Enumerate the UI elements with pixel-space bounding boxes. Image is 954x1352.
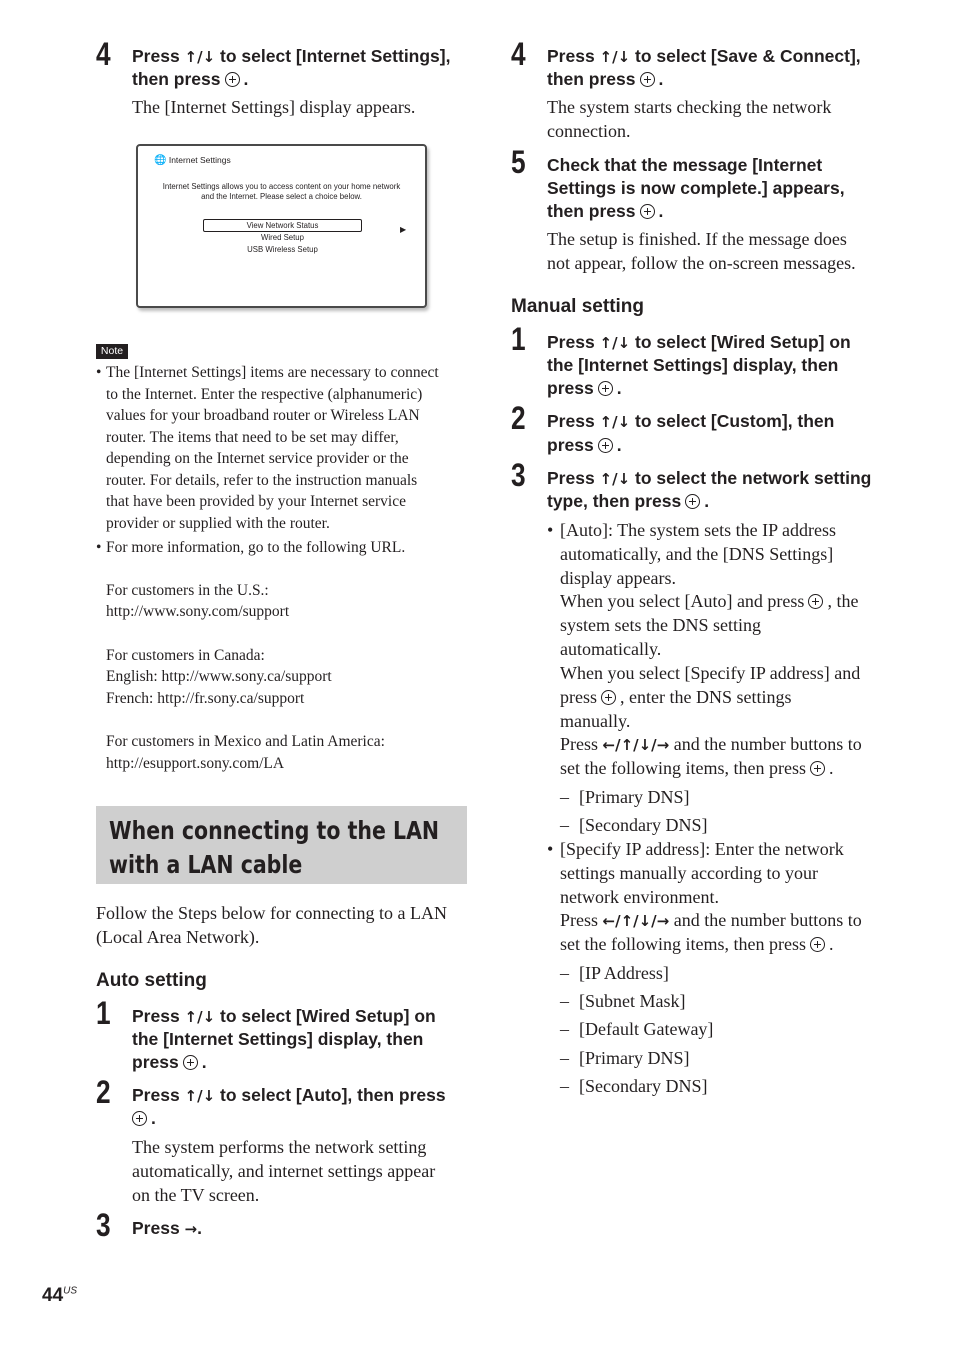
step-instruction: then press . (132, 69, 249, 89)
list-item: [Primary DNS] (579, 787, 690, 807)
dash-mark: – (560, 963, 569, 983)
step-number: 2 (96, 1074, 111, 1110)
enter-button-icon (685, 494, 700, 509)
dash-mark: – (560, 787, 569, 807)
enter-button-icon (598, 381, 613, 396)
step-instruction: Press ↑/↓ to select the network setting (547, 468, 872, 488)
up-down-arrow-icon: ↑/↓ (184, 48, 216, 66)
list-item: [Default Gateway] (579, 1019, 714, 1039)
up-down-arrow-icon: ↑/↓ (599, 413, 631, 431)
section-intro: Follow the Steps below for connecting to a LAN (Local Area Network). (96, 903, 447, 947)
list-item: [Primary DNS] (579, 1048, 690, 1068)
enter-button-icon (132, 1111, 147, 1126)
canada-label: For customers in Canada: (106, 647, 265, 664)
bullet-text: Press ←/↑/↓/→ and the number buttons to (560, 734, 862, 754)
enter-button-icon (640, 204, 655, 219)
step-instruction: Press ↑/↓ to select [Save & Connect], (547, 46, 861, 66)
step-instruction: then press . (547, 201, 664, 221)
bullet-text: [Specify IP address]: Enter the network settings manually according to your network environment. (560, 839, 844, 907)
step-instruction: Press →. (132, 1218, 202, 1238)
page-number: $44^{US}$ (42, 1285, 78, 1306)
step-instruction: Press ↑/↓ to select [Auto], then press (132, 1085, 446, 1105)
step-description: The system starts checking the network connection. (547, 97, 832, 141)
globe-icon: 🌐 (154, 155, 167, 166)
step-instruction: Press ↑/↓ to select [Wired Setup] on (132, 1006, 436, 1026)
enter-button-icon (225, 72, 240, 87)
option-usb-wireless-setup[interactable]: USB Wireless Setup (247, 245, 318, 254)
list-item: [Subnet Mask] (579, 991, 686, 1011)
bullet-text: set the following items, then press . (560, 758, 834, 778)
up-down-arrow-icon: ↑/↓ (599, 470, 631, 488)
bullet-text: Press ←/↑/↓/→ and the number buttons to (560, 910, 862, 930)
step-instruction: press . (547, 378, 622, 398)
enter-button-icon (183, 1055, 198, 1070)
canada-french-link[interactable]: French: http://fr.sony.ca/support (106, 690, 305, 707)
up-down-arrow-icon: ↑/↓ (599, 48, 631, 66)
dash-mark: – (560, 815, 569, 835)
four-way-arrow-icon: ←/↑/↓/→ (602, 912, 670, 930)
step-instruction: then press . (547, 69, 664, 89)
step-number: 1 (511, 321, 526, 357)
option-view-network-status[interactable]: View Network Status (203, 219, 362, 232)
bullet-text: set the following items, then press . (560, 934, 834, 954)
canada-english-link[interactable]: English: http://www.sony.ca/support (106, 668, 332, 685)
bullet-text: When you select [Specify IP address] and (560, 663, 861, 683)
enter-button-icon (810, 761, 825, 776)
latin-america-label: For customers in Mexico and Latin America: (106, 733, 385, 750)
up-down-arrow-icon: ↑/↓ (599, 334, 631, 352)
screen-message: Internet Settings allows you to access content on your home network and the Internet. Please select a choice below. (162, 182, 401, 201)
step-number: 2 (511, 400, 526, 436)
bullet-text: [Auto]: The system sets the IP address automatically, and the [DNS Settings] display appears. (560, 520, 836, 588)
note-line: router. The items that need to be set may differ, (106, 428, 399, 446)
enter-button-icon (808, 594, 823, 609)
screen-title-row (154, 154, 231, 167)
bullet-text: automatically. (560, 639, 662, 659)
step-description: The setup is finished. If the message does not appear, follow the on-screen messages. (547, 229, 856, 273)
step-number: 1 (96, 995, 111, 1031)
note-line: to the Internet. Enter the respective (alphanumeric) (106, 385, 423, 403)
enter-button-icon (601, 690, 616, 705)
manual-setting-heading: Manual setting (511, 296, 645, 317)
step-number: 4 (511, 36, 526, 72)
us-label: For customers in the U.S.: (106, 582, 269, 599)
step-instruction: the [Internet Settings] display, then (547, 355, 839, 375)
step-number: 3 (511, 457, 526, 493)
dash-mark: – (560, 1019, 569, 1039)
note-line: depending on the Internet service provider or the (106, 450, 409, 467)
latin-america-link[interactable]: http://esupport.sony.com/LA (106, 755, 285, 772)
enter-button-icon (810, 937, 825, 952)
note-line: The [Internet Settings] items are necessary to connect (106, 364, 439, 381)
enter-button-icon (640, 72, 655, 87)
screen-title: Internet Settings (168, 155, 231, 165)
step-instruction: the [Internet Settings] display, then (132, 1029, 424, 1049)
step-instruction: press . (132, 1052, 207, 1072)
section-banner (96, 806, 467, 884)
bullet-text: manually. (560, 711, 631, 731)
right-arrow-icon[interactable]: ▶ (400, 225, 407, 234)
step-number: 3 (96, 1207, 111, 1243)
auto-setting-heading: Auto setting (96, 970, 207, 991)
list-item: [Secondary DNS] (579, 815, 708, 835)
list-item: [IP Address] (579, 963, 669, 983)
bullet-text: system sets the DNS setting (560, 615, 761, 635)
bullet-text: press , enter the DNS settings (560, 687, 792, 707)
note-line: router. For details, refer to the instruction manuals (106, 471, 418, 489)
step-number: 4 (96, 36, 111, 72)
bullet-mark: • (96, 539, 102, 556)
right-arrow-icon: → (184, 1220, 198, 1238)
note-line: values for your broadband router or Wireless LAN (106, 407, 420, 424)
section-title: When connecting to the LAN with a LAN cable (109, 816, 440, 879)
dash-mark: – (560, 1048, 569, 1068)
dash-mark: – (560, 991, 569, 1011)
bullet-mark: • (547, 520, 554, 540)
step-instruction: press . (547, 435, 622, 455)
us-url-link[interactable]: http://www.sony.com/support (106, 603, 290, 620)
step-instruction: . (128, 1107, 156, 1130)
four-way-arrow-icon: ←/↑/↓/→ (602, 736, 670, 754)
step-instruction: type, then press . (547, 491, 710, 511)
up-down-arrow-icon: ↑/↓ (184, 1008, 216, 1026)
note-line: that have been provided by your Internet service (106, 493, 406, 510)
step-instruction: Check that the message [Internet (547, 155, 823, 175)
note-line: For more information, go to the following URL. (106, 539, 406, 556)
step-instruction: Press ↑/↓ to select [Custom], then (547, 411, 835, 431)
step-description: The system performs the network setting automatically, and internet settings appear on the TV screen. (132, 1137, 436, 1205)
step-instruction: Press ↑/↓ to select [Wired Setup] on (547, 332, 851, 352)
dash-mark: – (560, 1076, 569, 1096)
step-description: The [Internet Settings] display appears. (132, 97, 416, 117)
option-wired-setup[interactable]: Wired Setup (261, 233, 304, 242)
internet-settings-screen (136, 144, 427, 308)
list-item: [Secondary DNS] (579, 1076, 708, 1096)
up-down-arrow-icon: ↑/↓ (184, 1087, 216, 1105)
note-badge: Note (96, 344, 128, 359)
step-number: 5 (511, 144, 526, 180)
bullet-text: When you select [Auto] and press , the (560, 591, 859, 611)
bullet-mark: • (96, 364, 102, 381)
note-line: provider or supplied with the router. (106, 514, 330, 532)
region-code: US (63, 1285, 78, 1297)
bullet-mark: • (547, 839, 554, 859)
step-instruction: Settings is now complete.] appears, (547, 178, 845, 198)
enter-button-icon (598, 438, 613, 453)
step-instruction: Press ↑/↓ to select [Internet Settings], (132, 46, 451, 66)
